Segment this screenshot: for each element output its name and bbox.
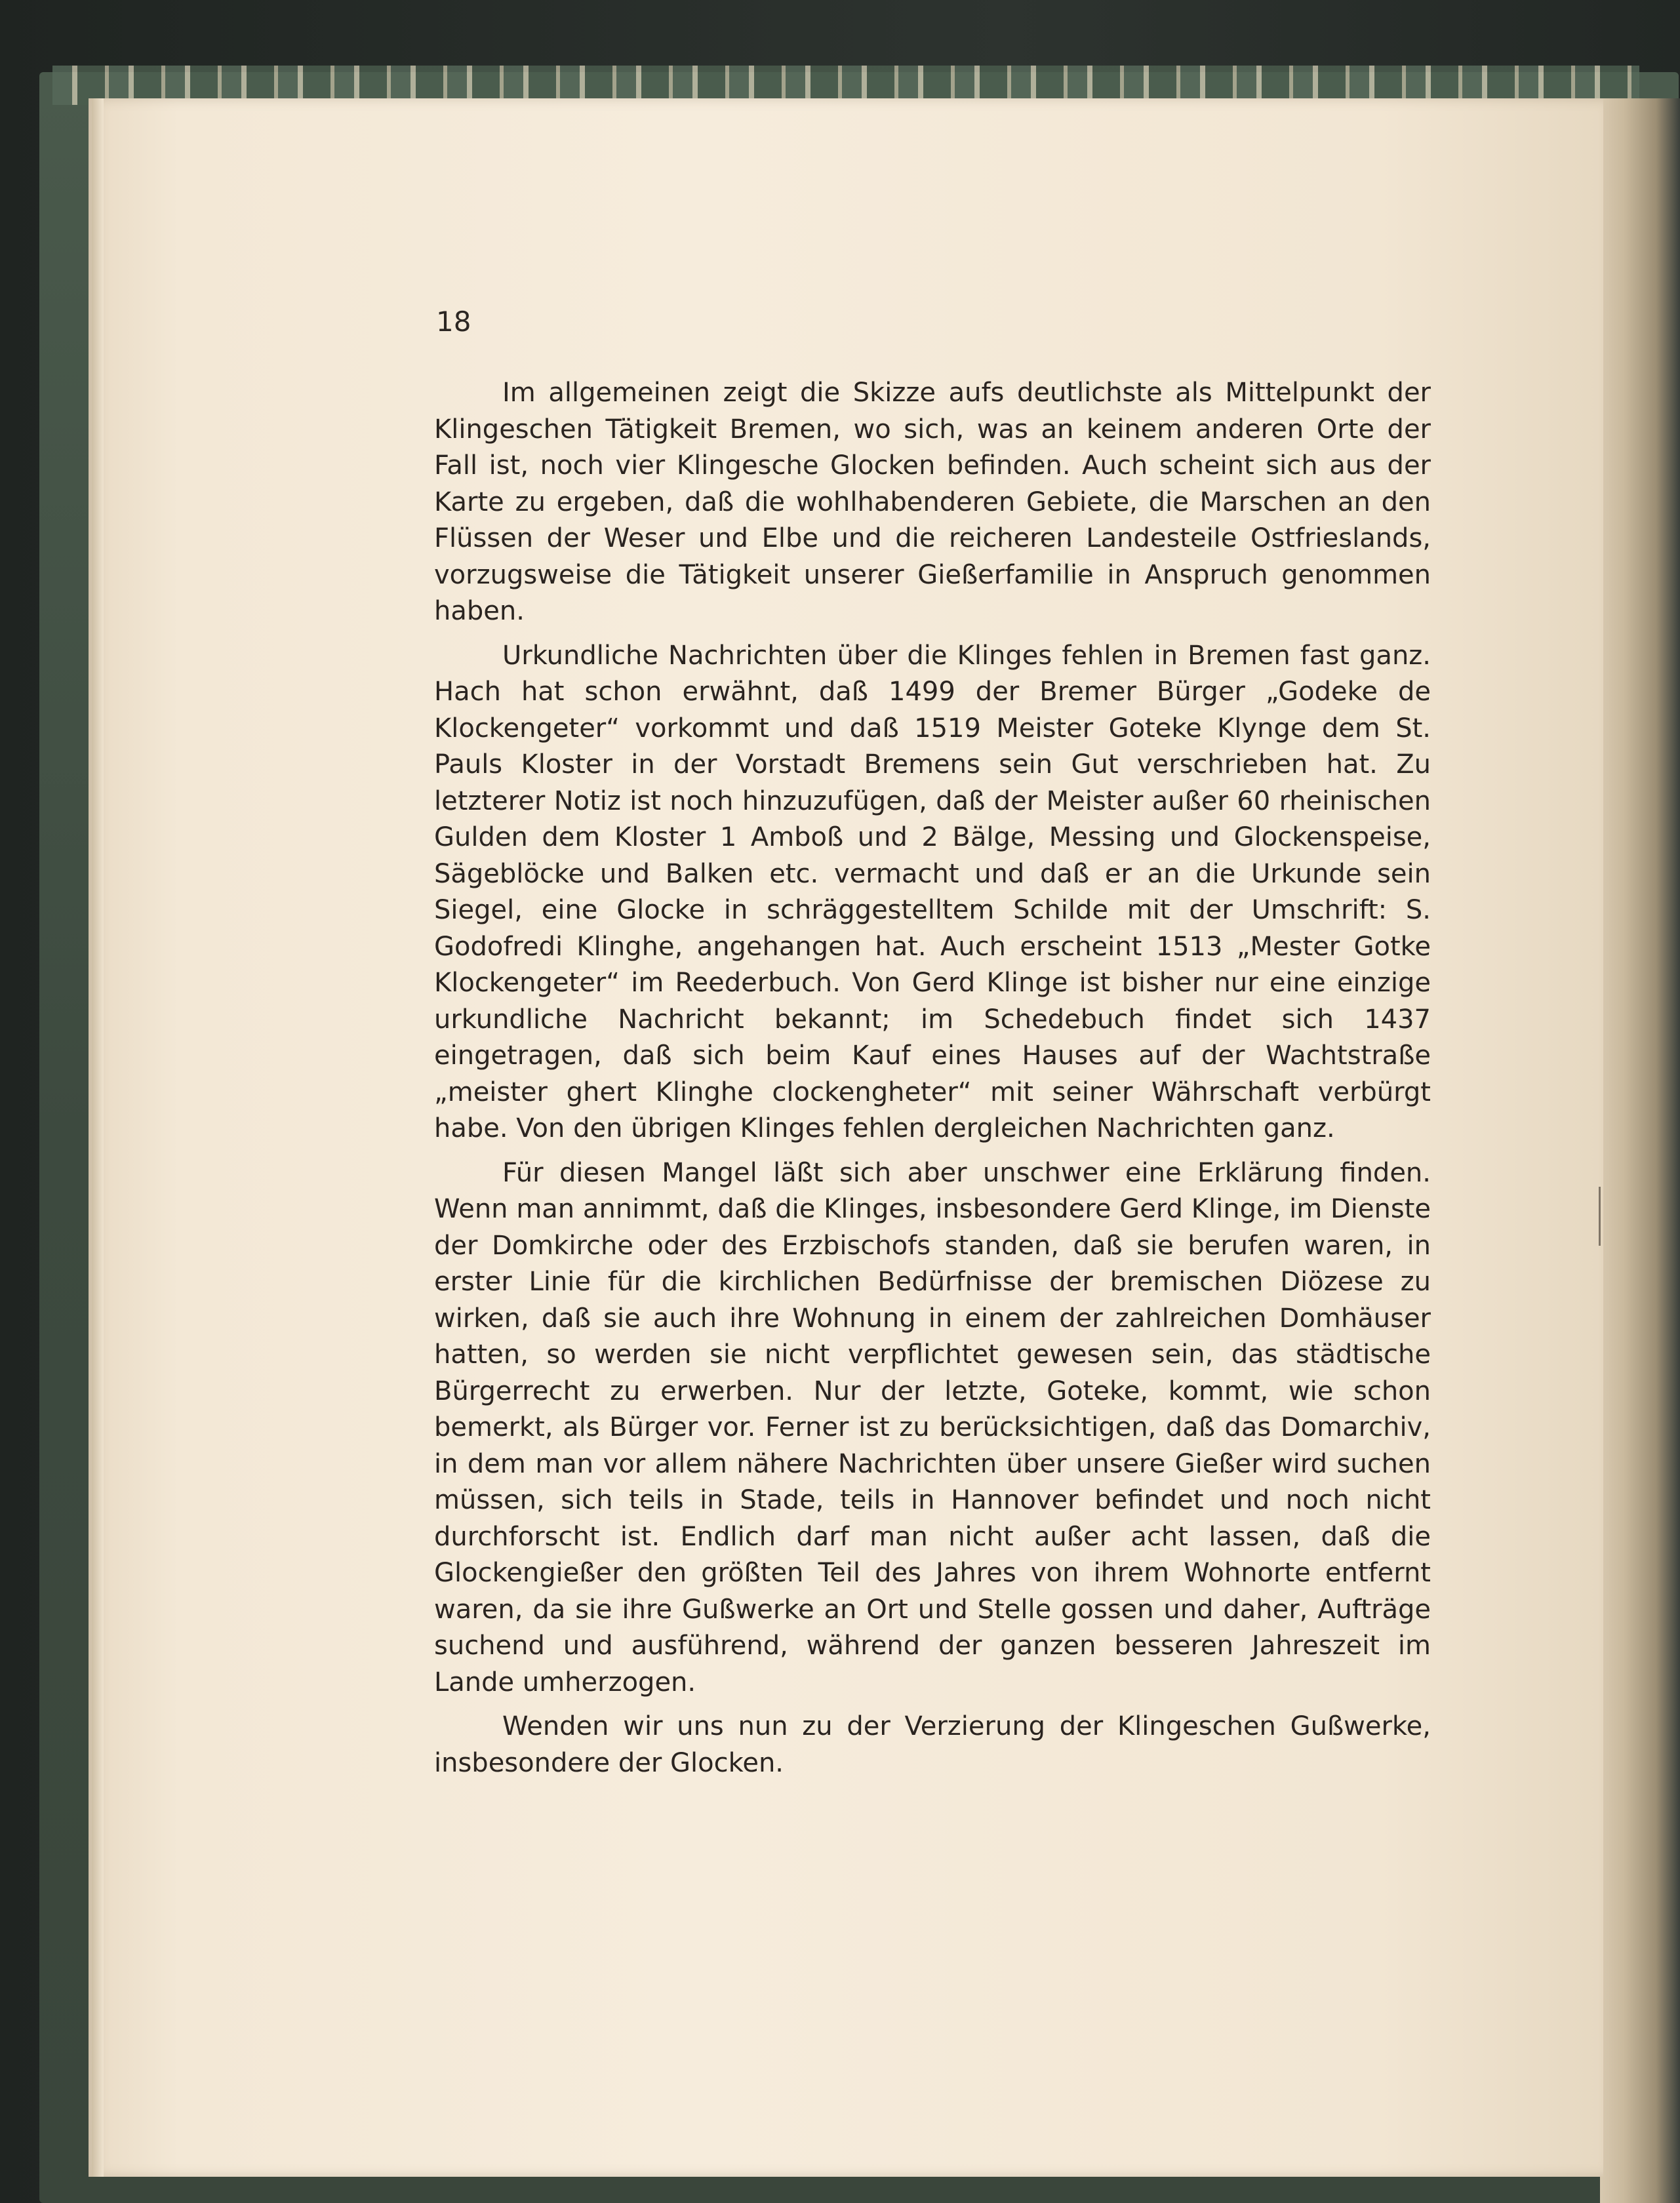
- book-gutter: [1600, 98, 1680, 2203]
- page-edge: [92, 98, 104, 2177]
- paragraph: Wenden wir uns nun zu der Verzierung der Klingeschen Gußwerke, insbesondere der Glocken.: [434, 1711, 1431, 1778]
- marbled-spine: [39, 341, 85, 2203]
- page-number: 18: [436, 306, 471, 338]
- paragraph: Im allgemeinen zeigt die Skizze aufs deutlichste als Mittelpunkt der Klingeschen Tätigkeit Bremen, wo sich, was an keinem anderen Orte der Fall ist, noch vier Klingesche Glocken befinden. Auch scheint sich aus der Karte zu ergeben, daß die wohlhabenderen Gebiete, die Marschen an den Flüssen der Weser und Elbe und die reicheren Landesteile Ostfrieslands, vorzugsweise die Tätigkeit unserer Gießerfamilie in Anspruch genommen haben.: [434, 378, 1431, 626]
- paragraph: Urkundliche Nachrichten über die Klinges fehlen in Bremen fast ganz. Hach hat schon erwähnt, daß 1499 der Bremer Bürger „Godeke de Klockengeter“ vorkommt und daß 1519 Meister Goteke Klynge dem St. Pauls Kloster in der Vorstadt Bremens sein Gut verschrieben hat. Zu letzterer Notiz ist noch hinzuzufügen, daß der Meister außer 60 rheinischen Gulden dem Kloster 1 Amboß und 2 Bälge, Messing und Glockenspeise, Sägeblöcke und Balken etc. vermacht und daß er an die Urkunde sein Siegel, eine Glocke in schräggestelltem Schilde mit der Umschrift: S. Godofredi Klinghe, angehangen hat. Auch erscheint 1513 „Mester Gotke Klockengeter“ im Reederbuch. Von Gerd Klinge ist bisher nur eine einzige urkundliche Nachricht bekannt; im Schedebuch findet sich 1437 eingetragen, daß sich beim Kauf eines Hauses auf der Wachtstraße „meister ghert Klinghe clockengheter“ mit seiner Währschaft verbürgt habe. Von den übrigen Klinges fehlen dergleichen Nachrichten ganz.: [434, 640, 1431, 1143]
- margin-mark: [1599, 1187, 1601, 1246]
- paragraph: Für diesen Mangel läßt sich aber unschwer eine Erklärung finden. Wenn man annimmt, daß die Klinges, insbesondere Gerd Klinge, im Dienste der Domkirche oder des Erzbischofs standen, daß sie berufen waren, in erster Linie für die kirchlichen Bedürfnisse der bremischen Diözese zu wirken, daß sie auch ihre Wohnung in einem der zahlreichen Domhäuser hatten, so werden sie nicht verpflichtet gewesen sein, das städtische Bürgerrecht zu erwerben. Nur der letzte, Goteke, kommt, wie schon bemerkt, als Bürger vor. Ferner ist zu berücksichtigen, daß das Domarchiv, in dem man vor allem nähere Nachrichten über unsere Gießer wird suchen müssen, sich teils in Stade, teils in Hannover befindet und noch nicht durchforscht ist. Endlich darf man nicht außer acht lassen, daß die Glockengießer den größten Teil des Jahres von ihrem Wohnorte entfernt waren, da sie ihre Gußwerke an Ort und Stelle gossen und daher, Aufträge suchend und ausführend, während der ganzen besseren Jahreszeit im Lande umherzogen.: [434, 1157, 1431, 1697]
- page-text: [434, 375, 1431, 1781]
